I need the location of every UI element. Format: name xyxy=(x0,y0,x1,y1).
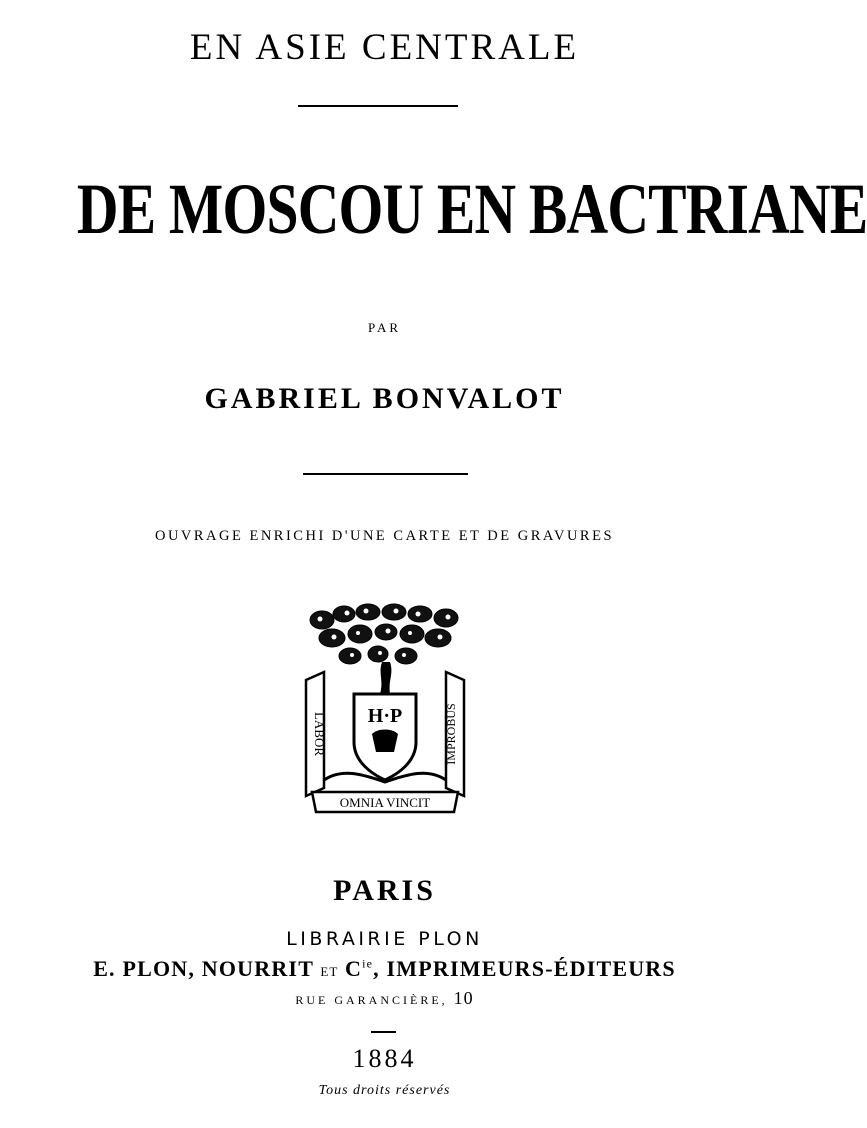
imprint-et: ET xyxy=(320,964,339,979)
main-title: DE MOSCOU EN BACTRIANE xyxy=(76,169,867,249)
series-title: EN ASIE CENTRALE xyxy=(189,27,580,68)
address-street: RUE GARANCIÈRE, xyxy=(295,993,448,1007)
city: PARIS xyxy=(333,874,436,907)
address xyxy=(0,988,769,1009)
imprint-name: E. PLON, NOURRIT xyxy=(93,956,314,981)
subtitle: OUVRAGE ENRICHI D'UNE CARTE ET DE GRAVURES xyxy=(154,528,615,544)
bottom-rule xyxy=(371,1031,396,1033)
imprint-cie-sup: ie xyxy=(362,956,374,971)
imprint-role: , IMPRIMEURS-ÉDITEURS xyxy=(373,956,676,981)
printer-device-emblem xyxy=(302,602,468,816)
rights-notice: Tous droits réservés xyxy=(318,1083,451,1098)
banner-bottom-motto: OMNIA VINCIT xyxy=(339,795,431,810)
middle-rule xyxy=(303,473,468,475)
address-number: 10 xyxy=(453,988,474,1008)
imprint-cie: C xyxy=(344,956,363,981)
publisher: LIBRAIRIE PLON xyxy=(286,928,483,950)
top-rule xyxy=(298,105,458,107)
banner-left-motto: LABOR xyxy=(312,711,327,757)
byline: PAR xyxy=(367,320,402,335)
publication-year: 1884 xyxy=(352,1044,417,1073)
monogram: H·P xyxy=(367,705,403,727)
imprint xyxy=(0,956,769,982)
author-name: GABRIEL BONVALOT xyxy=(204,382,565,415)
banner-right-motto: IMPROBUS xyxy=(444,703,458,765)
